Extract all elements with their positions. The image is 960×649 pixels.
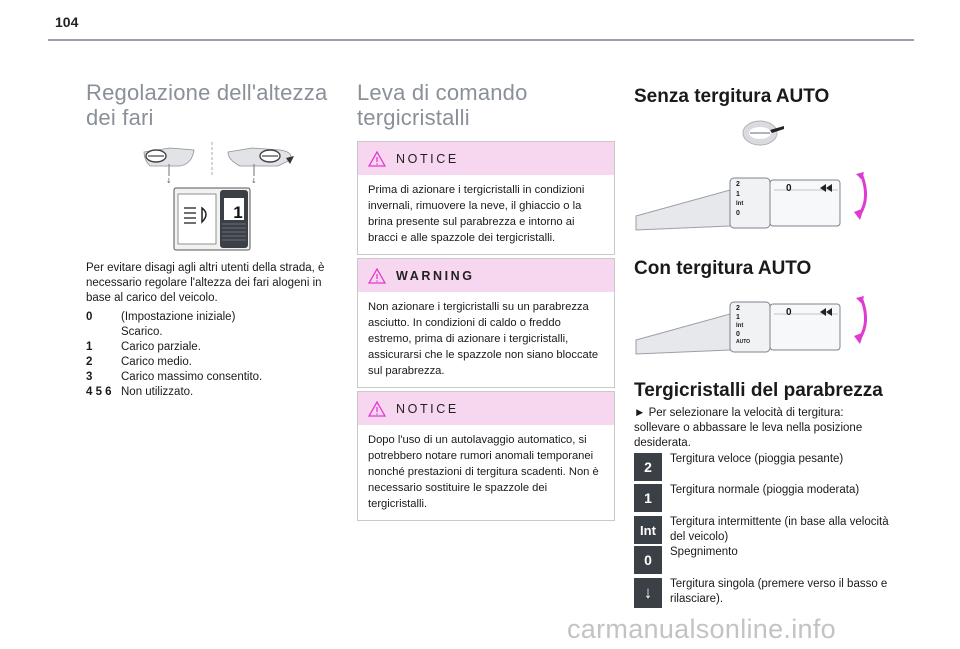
list-item: 4 5 6 Non utilizzato. [86,386,194,398]
svg-text:↓: ↓ [251,177,257,185]
steering-wheel-left-icon [144,148,194,185]
windscreen-instruction: ► Per selezionare la velocità di tergitura: sollevare o abbassare le leva nella posizione desiderata. [634,407,863,449]
speed-row-off [634,546,894,574]
lever-auto-mark-0: 0 [736,331,740,338]
speed-row-intermittent [634,516,894,545]
lever-mark-int: Int [736,201,744,207]
page-number: 104 [55,14,79,30]
steering-wheel-small-icon [740,118,786,148]
warning-text: Non azionare i tergicristalli su un parabrezza asciutto. In condizioni di caldo o freddo estremo, prima di azionare i tergicristalli, assicurarsi che le spazzole non siano bloccate sul parabrezza. [368,301,599,377]
list-item: 2 Carico medio. [86,356,192,368]
watermark: carmanualsonline.info [567,614,836,644]
headlamp-dial-number: 1 [233,203,243,222]
wiper-lever-title: Leva di comando tergicristalli [357,80,528,130]
headlamp-title: Regolazione dell'altezza dei fari [86,80,328,130]
speed-0-icon: 0 [634,546,662,574]
list-item: Scarico. [121,326,163,338]
notice-text: Dopo l'uso di un autolavaggio automatico, si potrebbero notare rumori anomali temporanei nonché prestazioni di tergitura scadenti. Non è necessario sostituire le spazzole dei tergicristalli. [368,434,599,510]
speed-text: Tergitura veloce (pioggia pesante) [670,453,844,465]
speed-row-normal [634,484,894,512]
speed-text: Tergitura intermittente (in base alla velocità del veicolo) [670,516,889,543]
notice-box-carwash [357,391,615,521]
warning-triangle-icon [368,268,386,284]
list-item: 1 Carico parziale. [86,341,201,353]
notice-label: NOTICE [396,401,459,416]
speed-row-single [634,578,894,608]
warning-box-dry [357,258,615,388]
list-item: 3 Carico massimo consentito. [86,371,263,383]
heading-no-auto: Senza tergitura AUTO [634,86,830,107]
speed-text: Tergitura singola (premere verso il basso e rilasciare). [670,578,888,605]
wiper-lever-auto-figure [634,292,874,364]
speed-int-icon: Int [634,516,662,544]
list-item: 0 (Impostazione iniziale) [86,311,236,323]
wiper-lever-figure [634,168,874,240]
speed-row-fast [634,453,894,481]
top-rule [48,39,914,41]
notice-text: Prima di azionare i tergicristalli in condizioni invernali, rimuovere la neve, il ghiaccio o la brina presente sul parabrezza e intorno ai bracci e alle spazzole dei tergicristalli. [368,184,585,244]
notice-label: NOTICE [396,151,459,166]
lever-auto-mark-2: 2 [736,305,740,312]
speed-1-icon: 1 [634,484,662,512]
lever-auto-mark-int: Int [736,323,744,329]
heading-windscreen: Tergicristalli del parabrezza [634,380,883,401]
notice-box-winter [357,141,615,255]
warning-label: WARNING [396,268,475,283]
caution-triangle-icon [368,401,386,417]
lever-auto-off-mark: 0 [786,307,792,318]
headlamp-intro: Per evitare disagi agli altri utenti della strada, è necessario regolare l'altezza dei fari alogeni in base al carico del veicolo. [86,262,325,304]
speed-2-icon: 2 [634,453,662,481]
lever-off-mark: 0 [786,183,792,194]
heading-auto: Con tergitura AUTO [634,258,812,279]
headlamp-figure [140,138,300,254]
lever-mark-1: 1 [736,191,740,198]
headlamp-items-list [86,310,332,400]
lever-auto-mark-1: 1 [736,314,740,321]
speed-text: Tergitura normale (pioggia moderata) [670,484,860,496]
steering-wheel-right-icon [228,148,294,185]
single-wipe-down-arrow-icon: ↓ [634,578,662,608]
lever-mark-0: 0 [736,210,740,217]
speed-text: Spegnimento [670,546,738,558]
caution-triangle-icon [368,151,386,167]
wiper-lever-section [357,80,615,130]
svg-text:↓: ↓ [166,177,172,185]
lever-auto-mark-auto: AUTO [736,339,751,345]
lever-mark-2: 2 [736,181,740,188]
headlamp-section [86,80,332,130]
